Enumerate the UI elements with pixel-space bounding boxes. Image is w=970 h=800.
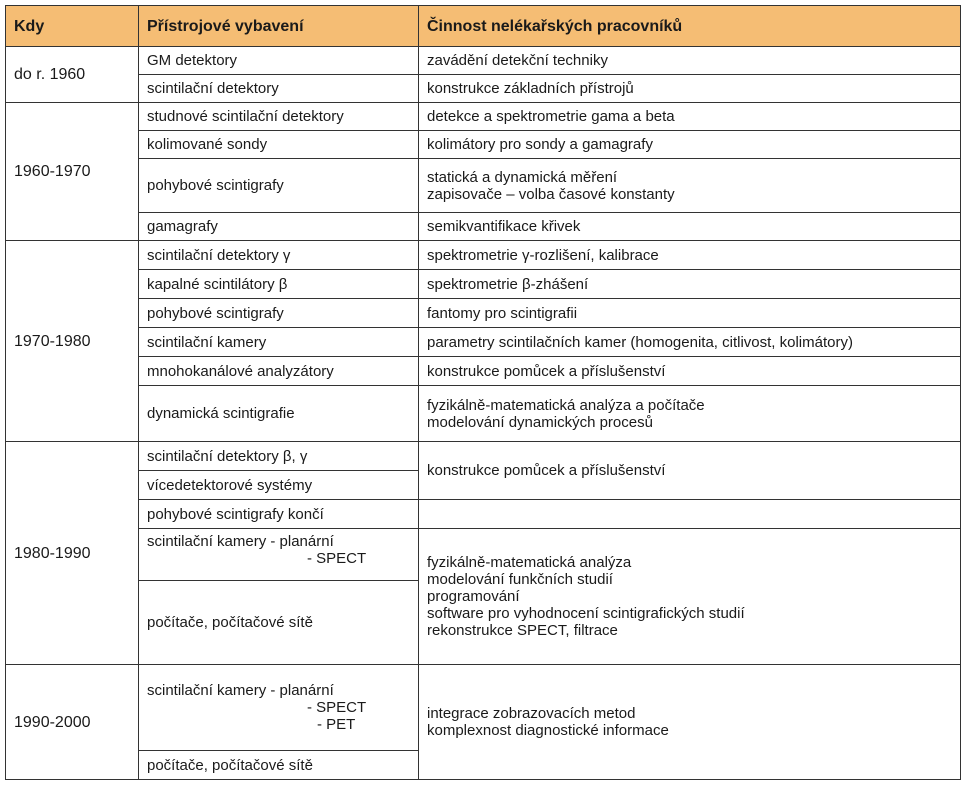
equipment-cell: kolimované sondy (139, 131, 419, 159)
equipment-cell: gamagrafy (139, 213, 419, 241)
activity-cell: detekce a spektrometrie gama a beta (419, 103, 961, 131)
activity-line: programování (427, 588, 520, 605)
equipment-cell: scintilační detektory γ (139, 241, 419, 270)
equipment-cell: počítače, počítačové sítě (139, 581, 419, 665)
activity-cell: konstrukce základních přístrojů (419, 75, 961, 103)
header-row (6, 6, 961, 47)
equipment-line: scintilační kamery - planární (147, 533, 334, 550)
activity-line: modelování dynamických procesů (427, 413, 653, 431)
table-row (6, 442, 961, 471)
activity-cell: konstrukce pomůcek a příslušenství (419, 357, 961, 386)
equipment-cell: kapalné scintilátory β (139, 270, 419, 299)
activity-cell: kolimátory pro sondy a gamagrafy (419, 131, 961, 159)
table-row (6, 131, 961, 159)
period-cell: 1970-1980 (6, 241, 139, 442)
period-cell: 1960-1970 (6, 103, 139, 241)
activity-line: modelování funkčních studií (427, 571, 613, 588)
table-row (6, 357, 961, 386)
table-row (6, 386, 961, 442)
activity-cell (419, 665, 961, 780)
activity-line: fyzikálně-matematická analýza (427, 554, 632, 571)
activity-cell (419, 386, 961, 442)
activity-cell: fantomy pro scintigrafii (419, 299, 961, 328)
activity-cell: spektrometrie γ-rozlišení, kalibrace (419, 241, 961, 270)
equipment-cell: pohybové scintigrafy (139, 159, 419, 213)
activity-cell (419, 529, 961, 665)
equipment-cell: mnohokanálové analyzátory (139, 357, 419, 386)
equipment-cell (139, 665, 419, 751)
table-row (6, 328, 961, 357)
equipment-cell: vícedetektorové systémy (139, 471, 419, 500)
equipment-cell (139, 529, 419, 581)
equipment-cell: studnové scintilační detektory (139, 103, 419, 131)
table-row (6, 665, 961, 751)
header-activity: Činnost nelékařských pracovníků (419, 6, 961, 47)
table-row (6, 299, 961, 328)
table-row (6, 47, 961, 75)
equipment-cell: počítače, počítačové sítě (139, 751, 419, 780)
equipment-cell: scintilační detektory β, γ (139, 442, 419, 471)
table-row (6, 500, 961, 529)
activity-line: rekonstrukce SPECT, filtrace (427, 622, 618, 639)
period-cell: do r. 1960 (6, 47, 139, 103)
activity-cell: konstrukce pomůcek a příslušenství (419, 442, 961, 500)
activity-line: komplexnost diagnostické informace (427, 722, 669, 739)
header-equipment: Přístrojové vybavení (139, 6, 419, 47)
activity-cell: semikvantifikace křivek (419, 213, 961, 241)
equipment-cell: dynamická scintigrafie (139, 386, 419, 442)
table-row (6, 270, 961, 299)
activity-cell-empty (419, 500, 961, 529)
history-table-container (5, 5, 960, 780)
activity-line: software pro vyhodnocení scintigrafických studií (427, 605, 745, 622)
activity-cell: zavádění detekční techniky (419, 47, 961, 75)
activity-line: statická a dynamická měření (427, 168, 618, 186)
table-row (6, 75, 961, 103)
equipment-line: scintilační kamery - planární (147, 682, 334, 699)
activity-line: zapisovače – volba časové konstanty (427, 185, 675, 203)
table-row (6, 241, 961, 270)
table-row (6, 159, 961, 213)
equipment-cell: scintilační kamery (139, 328, 419, 357)
equipment-cell: pohybové scintigrafy končí (139, 500, 419, 529)
equipment-cell: scintilační detektory (139, 75, 419, 103)
period-cell: 1990-2000 (6, 665, 139, 780)
activity-cell: spektrometrie β-zhášení (419, 270, 961, 299)
activity-line: fyzikálně-matematická analýza a počítače (427, 396, 705, 414)
history-table (5, 5, 961, 780)
activity-cell (419, 159, 961, 213)
table-row (6, 529, 961, 581)
equipment-line: - PET (317, 716, 356, 733)
header-kdy: Kdy (6, 6, 139, 47)
equipment-cell: GM detektory (139, 47, 419, 75)
equipment-line: - SPECT (307, 550, 367, 567)
activity-line: integrace zobrazovacích metod (427, 705, 636, 722)
equipment-line: - SPECT (307, 699, 367, 716)
period-cell: 1980-1990 (6, 442, 139, 665)
equipment-cell: pohybové scintigrafy (139, 299, 419, 328)
activity-cell: parametry scintilačních kamer (homogenita, citlivost, kolimátory) (419, 328, 961, 357)
table-row (6, 103, 961, 131)
table-row (6, 213, 961, 241)
